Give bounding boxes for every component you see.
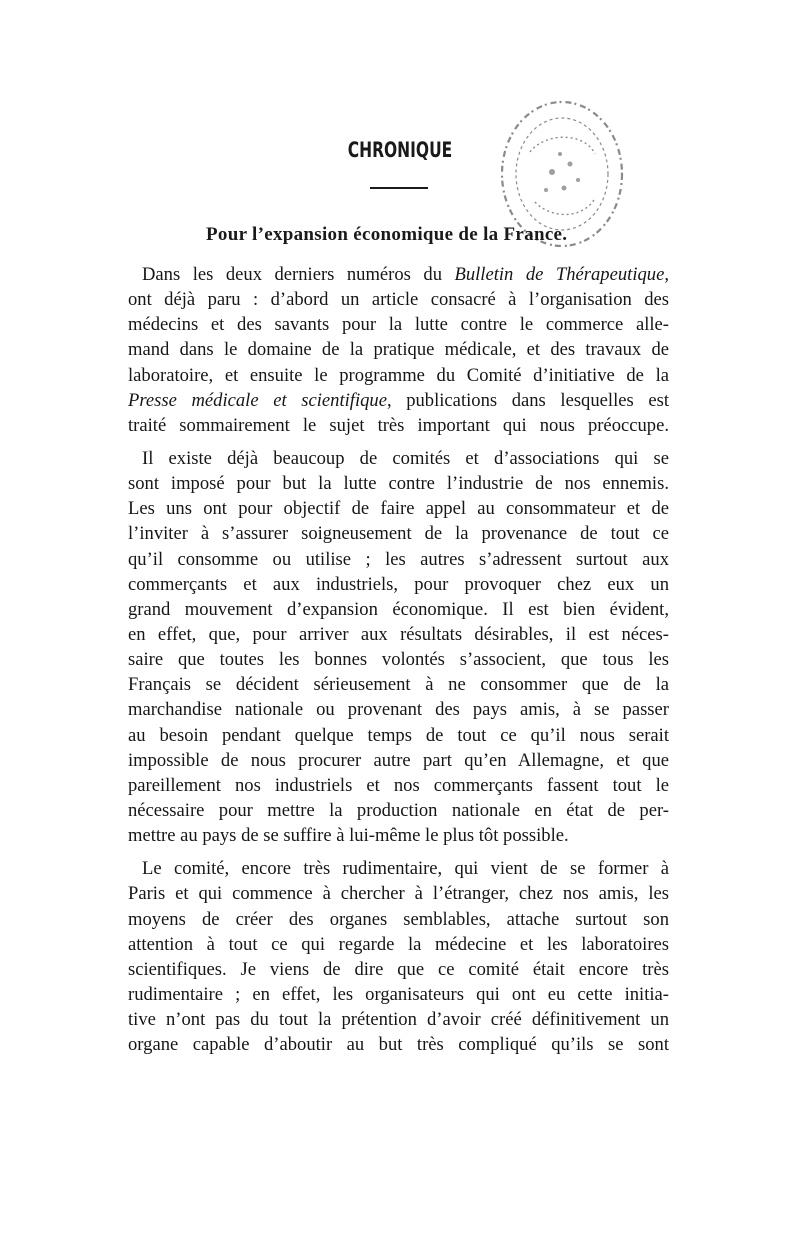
text-line: en effet, que, pour arriver aux résultats désirables, il est néces- [128,623,669,645]
text-line: Les uns ont pour objectif de faire appel au consommateur et de [128,498,669,520]
text-line: pareillement nos industriels et nos commerçants fassent tout le [128,774,669,796]
text-line: attention à tout ce qui regarde la médecine et les laboratoires [128,933,669,955]
text-line: grand mouvement d’expansion économique. Il est bien évident, [128,598,669,620]
article-subheading: Pour l’expansion économique de la France. [206,224,568,245]
paragraph [128,856,669,1057]
text-line: traité sommairement le sujet très important qui nous préoccupe. [128,414,669,436]
text-line: commerçants et aux industriels, pour provoquer chez eux un [128,573,669,595]
text-line: qu’il consomme ou utilise ; les autres s’adressent surtout aux [128,548,669,570]
text-line: Paris et qui commence à chercher à l’étranger, chez nos amis, les [128,883,669,905]
text-line: au besoin pendant quelque temps de tout ce qu’il nous serait [128,724,669,746]
text-line: mand dans le domaine de la pratique médicale, et des travaux de [128,339,669,361]
text-line: saire que toutes les bonnes volontés s’associent, que tous les [128,649,669,671]
text-line: moyens de créer des organes semblables, attache surtout son [128,908,669,930]
text-line: médecins et des savants pour la lutte contre le commerce alle- [128,314,669,336]
paragraph [128,262,669,438]
text-line: mettre au pays de se suffire à lui-même le plus tôt possible. [128,825,569,847]
text-line: scientifiques. Je viens de dire que ce comité était encore très [128,958,669,980]
text-line: Il existe déjà beaucoup de comités et d’associations qui se [142,447,669,469]
text-line: Français se décident sérieusement à ne consommer que de la [128,674,669,696]
article-body [128,262,669,1057]
text-line: Le comité, encore très rudimentaire, qui vient de se former à [142,858,669,880]
chronicle-heading: CHRONIQUE [347,138,453,162]
text-line: impossible de nous procurer autre part qu’en Allemagne, et que [128,749,669,771]
text-line: laboratoire, et ensuite le programme du Comité d’initiative de la [128,364,669,386]
text-line: sont imposé pour but la lutte contre l’industrie de nos ennemis. [128,473,669,495]
text-line: organe capable d’aboutir au but très compliqué qu’ils se sont [128,1034,669,1056]
text-line: ont déjà paru : d’abord un article consacré à l’organisation des [128,289,669,311]
text-line: marchandise nationale ou provenant des pays amis, à se passer [128,699,669,721]
heading-divider [370,187,428,189]
text-line: tive n’ont pas du tout la prétention d’avoir créé définitivement un [128,1009,669,1031]
text-line: Presse médicale et scientifique, publications dans lesquelles est [128,389,669,411]
text-line: Dans les deux derniers numéros du Bulletin de Thérapeutique, [142,264,669,285]
text-line: l’inviter à s’assurer soigneusement de la provenance de tout ce [128,523,669,545]
paragraph [128,446,669,848]
text-line: rudimentaire ; en effet, les organisateurs qui ont eu cette initia- [128,983,669,1005]
text-line: nécessaire pour mettre la production nationale en état de per- [128,799,669,821]
